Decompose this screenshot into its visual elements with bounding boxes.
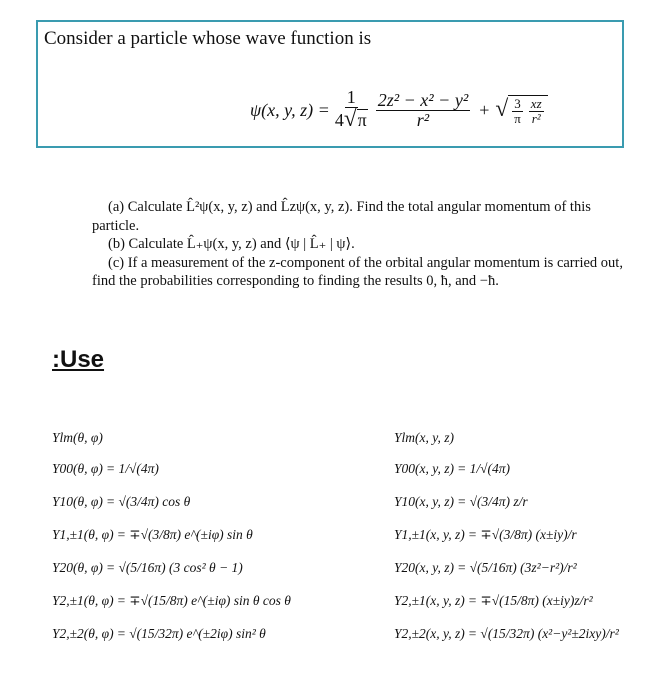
wavefunction-box	[36, 20, 624, 148]
harmonics-angular-column	[52, 424, 291, 650]
column-header: Ylm(θ, φ)	[52, 430, 103, 445]
wf-plus: +	[479, 99, 490, 120]
harmonic-row: Y2,±1(x, y, z) = ∓√(15/8π) (x±iy)z/r²	[394, 592, 593, 608]
harmonic-row: Y10(θ, φ) = √(3/4π) cos θ	[52, 493, 191, 509]
harmonic-row: Y20(x, y, z) = √(5/16π) (3z²−r²)/r²	[394, 559, 577, 575]
question-list	[92, 198, 660, 291]
sqrt-sign-icon: √	[495, 96, 509, 123]
harmonic-row: Y2,±2(θ, φ) = √(15/32π) e^(±2iφ) sin² θ	[52, 625, 266, 641]
use-heading: :Use	[52, 346, 105, 373]
harmonic-row: Y1,±1(x, y, z) = ∓√(3/8π) (x±iy)/r	[394, 526, 577, 542]
harmonic-row: Y2,±2(x, y, z) = √(15/32π) (x²−y²±2ixy)/r²	[394, 625, 619, 641]
harmonics-cartesian-column	[394, 424, 619, 650]
problem-intro: Consider a particle whose wave function is	[44, 28, 372, 49]
wf-term2: √ $\frac{3}{\pi}$ $\frac{xz}{\text{r²}}$	[495, 95, 547, 125]
harmonic-row: Y00(x, y, z) = 1/√(4π)	[394, 460, 511, 476]
wf-lhs: ψ(x, y, z) =	[250, 99, 330, 120]
part-c-line2: find the probabilities corresponding to finding the results 0, ħ, and −ħ.	[92, 273, 499, 290]
wf-term1: $\frac{\text{2z² − x² − y²}}{\text{r²}}$	[377, 89, 469, 130]
harmonic-row: Y2,±1(θ, φ) = ∓√(15/8π) e^(±iφ) sin θ cos θ	[52, 592, 291, 608]
wf-coefficient: 1 4 √ π	[334, 87, 367, 133]
sqrt-sign-icon: √	[343, 106, 357, 133]
harmonic-row: Y1,±1(θ, φ) = ∓√(3/8π) e^(±iφ) sin θ	[52, 526, 253, 542]
harmonic-row: Y20(θ, φ) = √(5/16π) (3 cos² θ − 1)	[52, 559, 243, 575]
column-header: Ylm(x, y, z)	[394, 430, 454, 445]
harmonic-row: Y00(θ, φ) = 1/√(4π)	[52, 460, 159, 476]
part-a-line2: particle.	[92, 217, 140, 234]
part-a-line1: (a) Calculate L̂²ψ(x, y, z) and L̂zψ(x, y, z). Find the total angular momentum of this	[108, 199, 591, 215]
wavefunction-equation	[250, 82, 548, 138]
harmonic-row: Y10(x, y, z) = √(3/4π) z/r	[394, 493, 528, 509]
part-b: (b) Calculate L̂₊ψ(x, y, z) and ⟨ψ | L̂₊ | ψ⟩.	[108, 236, 355, 253]
part-c-line1: (c) If a measurement of the z-component of the orbital angular momentum is carried out,	[108, 254, 623, 271]
